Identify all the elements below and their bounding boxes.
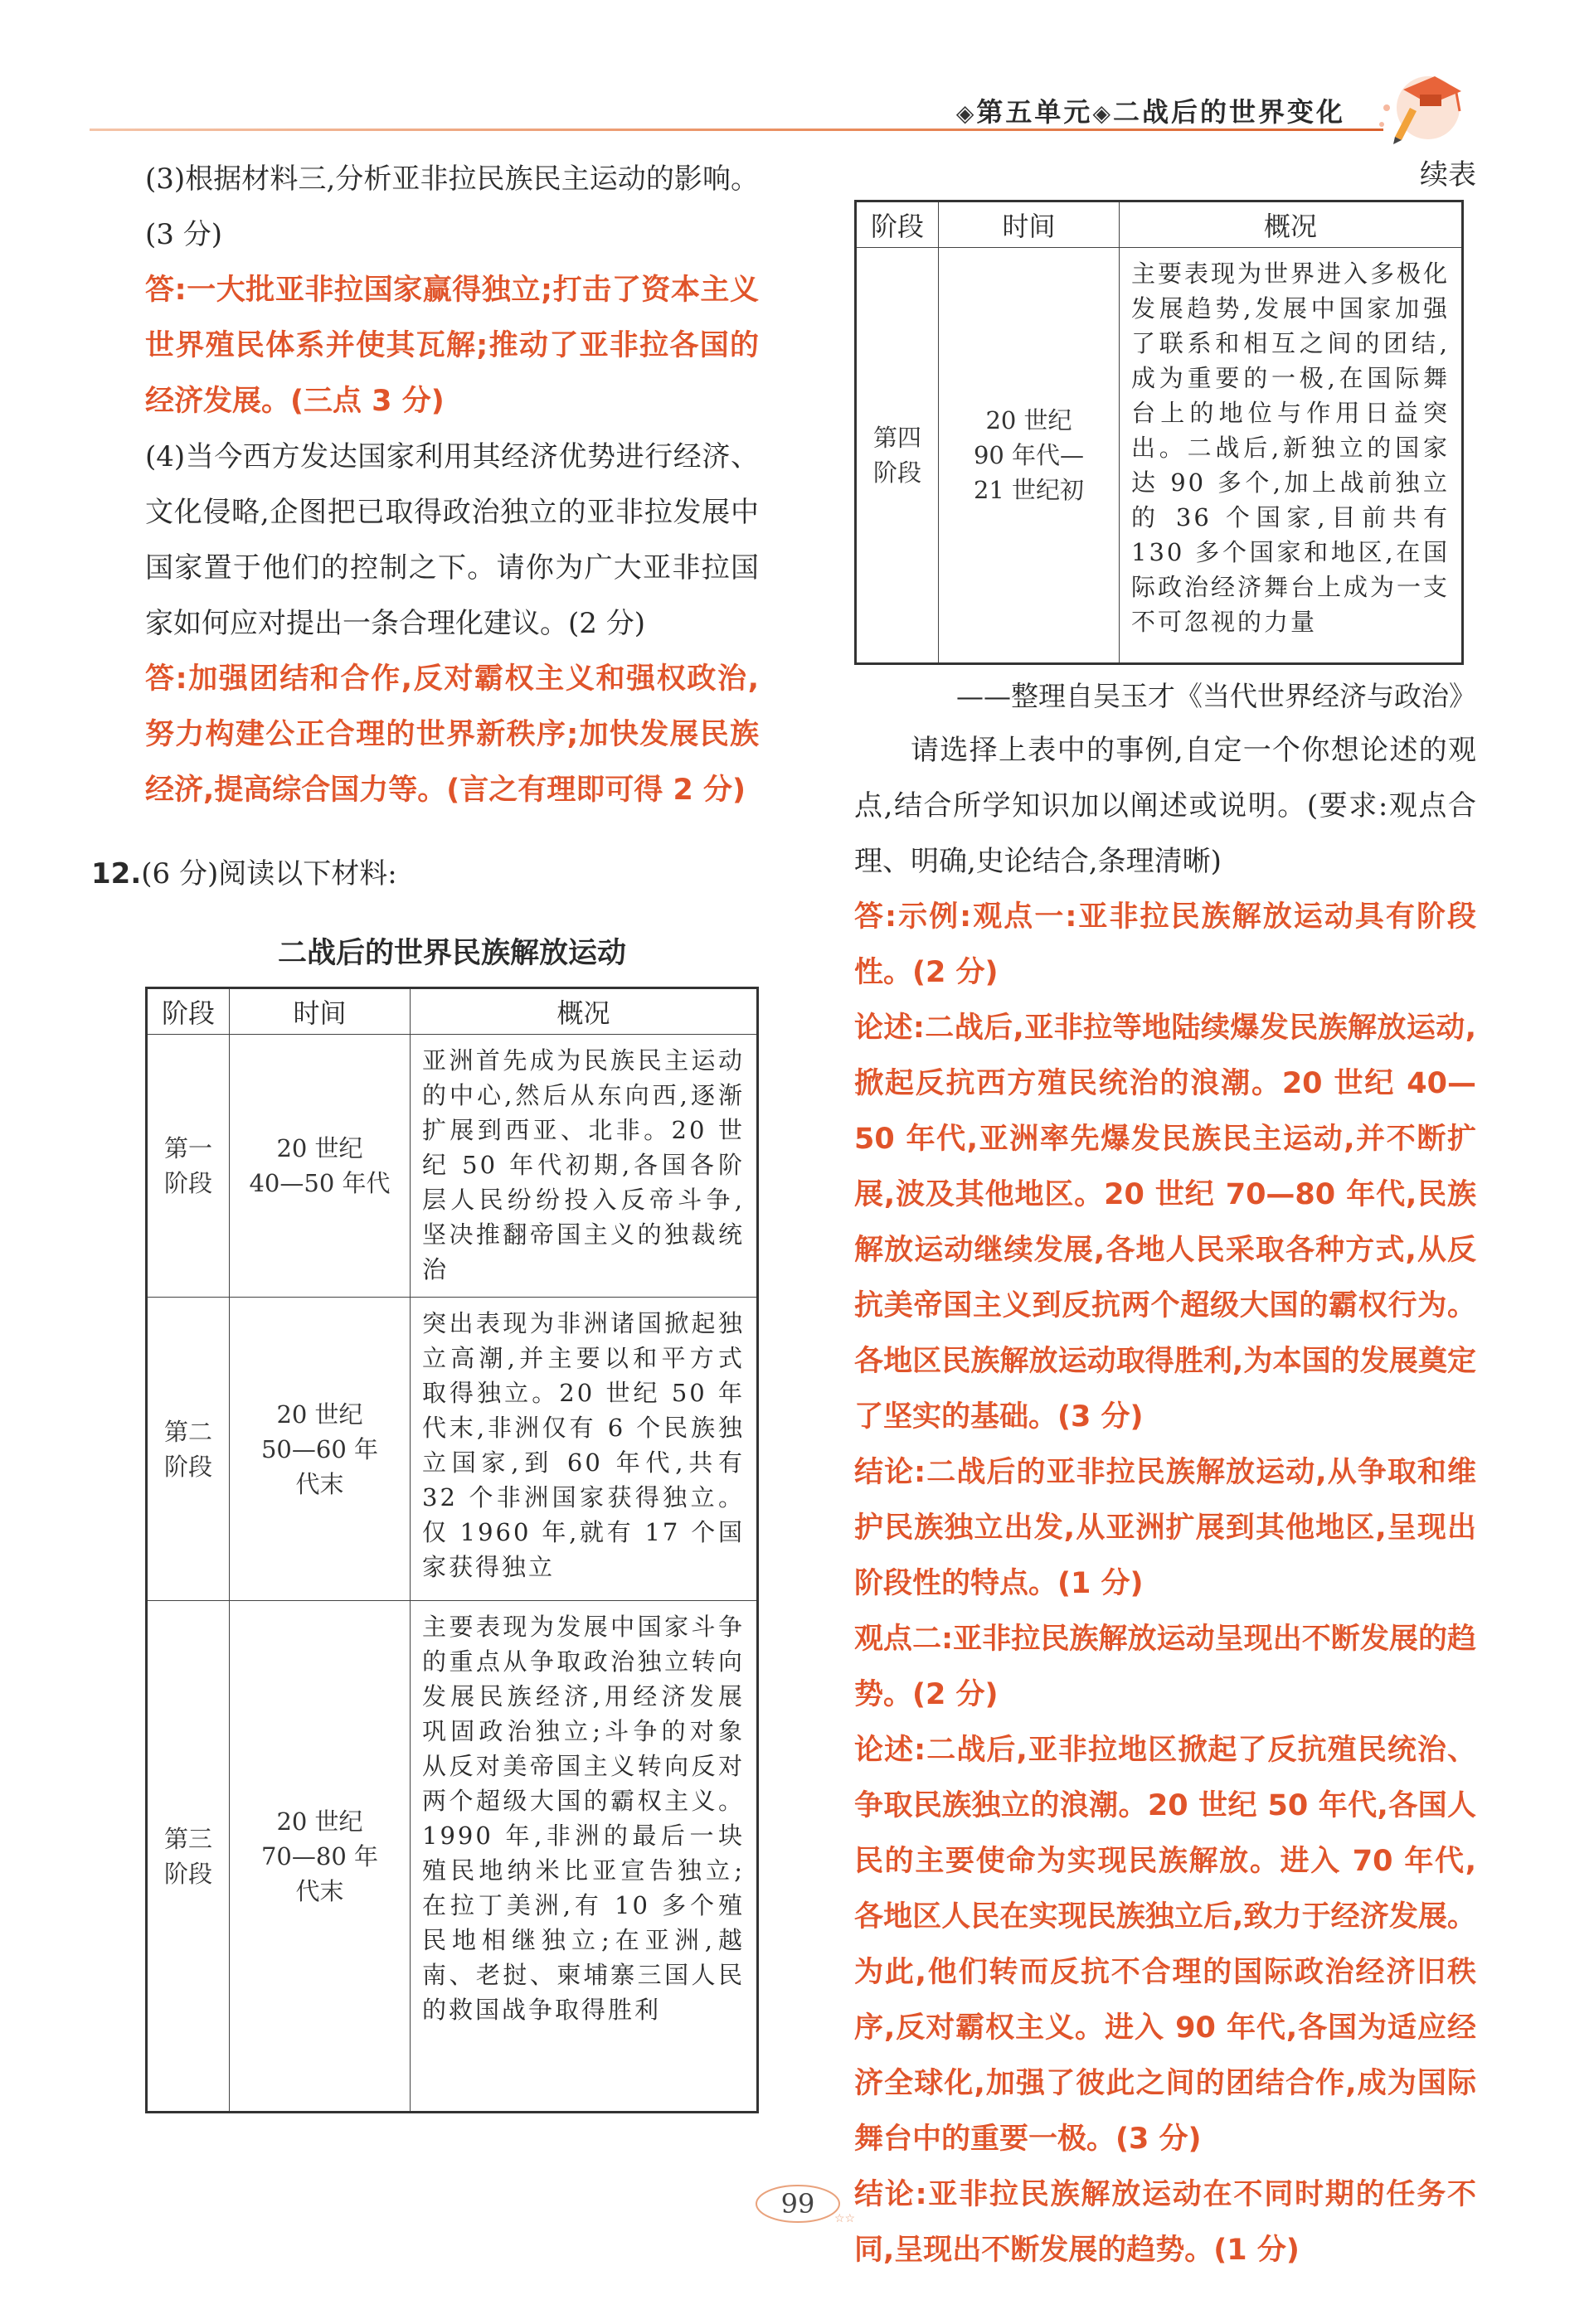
header-stage: 阶段 <box>856 201 939 248</box>
time-text: 20 世纪 <box>985 406 1072 434</box>
left-column <box>91 152 759 2113</box>
question-prompt: 请选择上表中的事例,自定一个你想论述的观点,结合所学知识加以阐述或说明。(要求:观点合理、明确,史论结合,条理清晰) <box>854 734 1476 878</box>
stage-text: 第二 <box>163 1417 212 1446</box>
answer-viewpoint-1: 答:示例:观点一:亚非拉民族解放运动具有阶段性。(2 分) <box>854 900 1476 989</box>
stage-cell <box>147 1035 230 1298</box>
time-cell <box>230 1601 411 2113</box>
answer-viewpoint-2: 观点二:亚非拉民族解放运动呈现出不断发展的趋势。(2 分) <box>854 1623 1476 1711</box>
table-row <box>147 1298 758 1601</box>
header-time: 时间 <box>230 988 411 1035</box>
graduation-cap-pencil-icon <box>1370 58 1470 149</box>
stage-cell <box>147 1601 230 2113</box>
header-topic: 二战后的世界变化 <box>1112 96 1345 128</box>
header-stage: 阶段 <box>147 988 230 1035</box>
answer-argument-1: 论述:二战后,亚非拉等地陆续爆发民族解放运动,掀起反抗西方殖民统治的浪潮。20 世纪 40—50 年代,亚洲率先爆发民族民主运动,并不断扩展,波及其他地区。20 世纪 70—80 年代,民族解放运动继续发展,各地人民采取各种方式,从反抗美帝国主义到反抗两个超级大国的霸权行为。各地区民族解放运动取得胜利,为本国的发展奠定了坚实的基础。(3 分) <box>854 1012 1476 1434</box>
stage-text: 阶段 <box>163 1452 212 1481</box>
table-title: 二战后的世界民族解放运动 <box>277 937 626 970</box>
stage-text: 第三 <box>163 1824 212 1853</box>
time-text: 代末 <box>295 1469 344 1498</box>
stage-text: 第一 <box>163 1134 212 1162</box>
time-text: 40—50 年代 <box>249 1169 391 1197</box>
overview-cell: 亚洲首先成为民族民主运动的中心,然后从东向西,逐渐扩展到西亚、北非。20 世纪 50 年代初期,各国各阶层人民纷纷投入反帝斗争,坚决推翻帝国主义的独裁统治 <box>411 1035 758 1298</box>
diamond-icon: ◈ <box>955 99 977 127</box>
time-cell <box>230 1035 411 1298</box>
table-row <box>856 248 1463 664</box>
header-time: 时间 <box>939 201 1120 248</box>
stage-cell <box>856 248 939 664</box>
answer-4: 答:加强团结和合作,反对霸权主义和强权政治,努力构建公正合理的世界新秩序;加快发展民族经济,提高综合国力等。(言之有理即可得 2 分) <box>145 662 759 807</box>
time-text: 20 世纪 <box>276 1807 363 1836</box>
liberation-table-continued <box>854 200 1464 665</box>
stage-text: 阶段 <box>163 1169 212 1197</box>
overview-cell: 主要表现为发展中国家斗争的重点从争取政治独立转向发展民族经济,用经济发展巩固政治独立;斗争的对象从反对美帝国主义转向反对两个超级大国的霸权主义。1990 年,非洲的最后一块殖民地纳米比亚宣告独立;在拉丁美洲,有 10 多个殖民地相继独立;在亚洲,越南、老挝、柬埔寨三国人民的救国战争取得胜利 <box>411 1601 758 2113</box>
time-text: 50—60 年 <box>260 1434 379 1463</box>
time-text: 70—80 年 <box>260 1841 379 1870</box>
time-text: 20 世纪 <box>276 1400 363 1429</box>
answer-3: 答:一大批亚非拉国家赢得独立;打击了资本主义世界殖民体系并使其瓦解;推动了亚非拉各国的经济发展。(三点 3 分) <box>145 274 759 418</box>
overview-cell: 突出表现为非洲诸国掀起独立高潮,并主要以和平方式取得独立。20 世纪 50 年代末,非洲仅有 6 个民族独立国家,到 60 年代,共有 32 个非洲国家获得独立。仅 1960 年,就有 17 个国家获得独立 <box>411 1298 758 1601</box>
table-header-row <box>856 201 1463 248</box>
source-citation: ——整理自吴玉才《当代世界经济与政治》 <box>956 680 1476 712</box>
svg-text:☆☆: ☆☆ <box>834 2212 856 2225</box>
table-row <box>147 1035 758 1298</box>
time-text: 20 世纪 <box>276 1134 363 1162</box>
stage-text: 阶段 <box>872 458 921 487</box>
question-4: (4)当今西方发达国家利用其经济优势进行经济、文化侵略,企图把已取得政治独立的亚非拉发展中国家置于他们的控制之下。请你为广大亚非拉国家如何应对提出一条合理化建议。(2 分) <box>145 440 759 640</box>
stage-cell <box>147 1298 230 1601</box>
page-number <box>748 2181 856 2227</box>
question-12 <box>91 847 759 902</box>
time-cell <box>230 1298 411 1601</box>
header-overview: 概况 <box>411 988 758 1035</box>
table-header-row <box>147 988 758 1035</box>
diamond-icon: ◈ <box>1092 99 1113 127</box>
overview-cell: 主要表现为世界进入多极化发展趋势,发展中国家加强了联系和相互之间的团结,成为重要的一极,在国际舞台上的地位与作用日益突出。二战后,新独立的国家达 90 多个,加上战前独立的 36 个国家,目前共有 130 多个国家和地区,在国际政治经济舞台上成为一支不可忽视的力量 <box>1120 248 1463 664</box>
stage-text: 阶段 <box>163 1859 212 1888</box>
time-cell <box>939 248 1120 664</box>
running-header <box>956 91 1345 129</box>
question-number: 12. <box>91 857 142 890</box>
question-3: (3)根据材料三,分析亚非拉民族民主运动的影响。(3 分) <box>145 163 759 251</box>
continued-label: 续表 <box>1420 158 1476 192</box>
table-row <box>147 1601 758 2113</box>
page-number-text: 99 <box>780 2188 815 2220</box>
right-column <box>854 152 1476 2278</box>
time-text: 代末 <box>295 1876 344 1905</box>
liberation-table <box>145 987 759 2113</box>
header-unit: 第五单元 <box>976 96 1093 128</box>
time-text: 90 年代— <box>973 441 1085 469</box>
header-overview: 概况 <box>1120 201 1463 248</box>
stage-text: 第四 <box>872 424 921 452</box>
time-text: 21 世纪初 <box>973 476 1085 504</box>
header-divider <box>90 129 1383 131</box>
answer-argument-2: 论述:二战后,亚非拉地区掀起了反抗殖民统治、争取民族独立的浪潮。20 世纪 50 年代,各国人民的主要使命为实现民族解放。进入 70 年代,各地区人民在实现民族独立后,致力于经济发展。为此,他们转而反抗不合理的国际政治经济旧秩序,反对霸权主义。进入 90 年代,各国为适应经济全球化,加强了彼此之间的团结合作,成为国际舞台中的重要一极。(3 分) <box>854 1734 1476 2156</box>
answer-conclusion-2: 结论:亚非拉民族解放运动在不同时期的任务不同,呈现出不断发展的趋势。(1 分) <box>854 2178 1476 2267</box>
question-12-text: (6 分)阅读以下材料: <box>141 857 397 890</box>
answer-conclusion-1: 结论:二战后的亚非拉民族解放运动,从争取和维护民族独立出发,从亚洲扩展到其他地区,呈现出阶段性的特点。(1 分) <box>854 1456 1476 1600</box>
